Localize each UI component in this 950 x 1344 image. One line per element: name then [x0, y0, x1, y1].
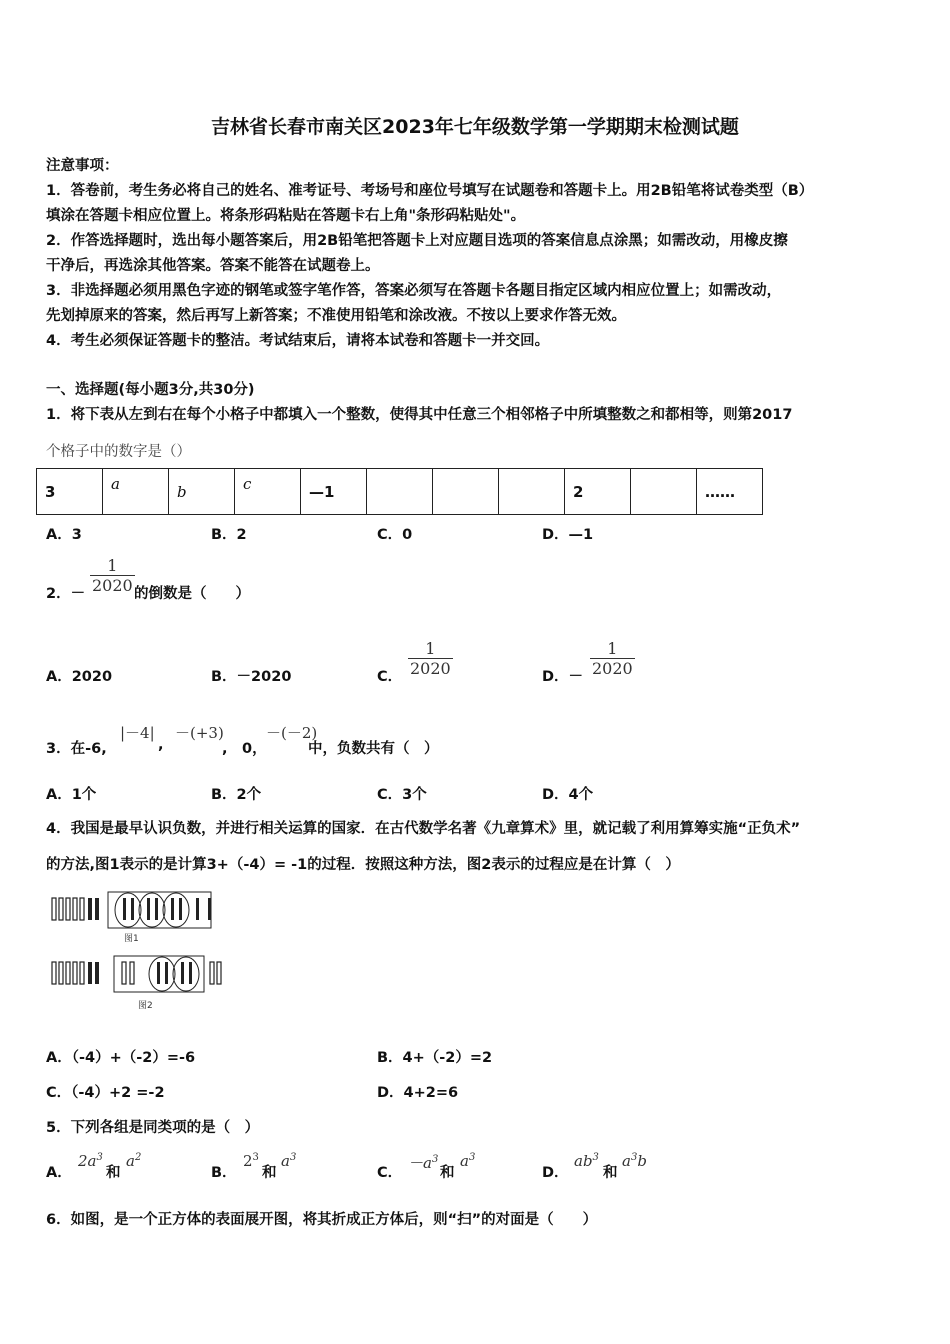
- fig1-circle: [139, 893, 165, 927]
- fig2-circle: [149, 957, 175, 991]
- expression: －(－2): [266, 724, 318, 742]
- expression: －(+3): [175, 724, 224, 742]
- notice-line: 3．非选择题必须用黑色字迹的钢笔或签字笔作答，答案必须写在答题卡各题目指定区域内相应位置上；如需改动，: [46, 283, 782, 299]
- option-b: B．2个: [211, 787, 262, 803]
- section-heading: 一、选择题(每小题3分,共30分): [46, 382, 255, 398]
- figure-1-label: 图1: [124, 934, 139, 944]
- option-b: B．2: [211, 527, 247, 543]
- rods-fig1-black: [88, 898, 99, 920]
- grid-cell: [499, 469, 565, 515]
- notice-line: 4．考生必须保证答题卡的整洁。考试结束后，请将本试卷和答题卡一并交回。: [46, 333, 550, 349]
- term: [408, 1152, 438, 1173]
- rods-fig2-left: [52, 962, 84, 984]
- question-2-suffix: 的倒数是（ ）: [134, 586, 250, 602]
- term-base: ab: [574, 1152, 593, 1170]
- grid-cell: b: [169, 469, 235, 515]
- fraction-denominator: 2020: [92, 576, 133, 595]
- question-3-suffix: 中，负数共有（ ）: [308, 741, 439, 757]
- term-base: a: [281, 1152, 290, 1170]
- term-base: －a: [408, 1154, 432, 1172]
- grid-cell: 2: [565, 469, 631, 515]
- option-c: C．（-4）+2 =-2: [46, 1085, 165, 1101]
- fraction: [590, 639, 635, 678]
- rods-fig2-right: [122, 962, 221, 984]
- question-3-mid: , 0，: [222, 741, 267, 757]
- option-c: C．0: [377, 527, 413, 543]
- option-a: A．3: [46, 527, 82, 543]
- option-a: A．1个: [46, 787, 97, 803]
- exponent: 2: [134, 1152, 142, 1163]
- question-5-stem: 5．下列各组是同类项的是（ ）: [46, 1120, 260, 1136]
- term: [622, 1152, 647, 1170]
- exponent: 3: [289, 1152, 297, 1163]
- notice-line: 2．作答选择题时，选出每小题答案后，用2B铅笔把答题卡上对应题目选项的答案信息点涂黑；如需改动，用橡皮擦: [46, 233, 788, 249]
- fraction-denominator: 2020: [592, 659, 633, 678]
- term-base: a: [126, 1152, 135, 1170]
- fraction: [408, 639, 453, 678]
- exponent: 3: [468, 1152, 476, 1163]
- and-word: 和: [603, 1165, 618, 1181]
- grid-cell: 3: [37, 469, 103, 515]
- option-c: C．: [377, 669, 403, 685]
- and-word: 和: [262, 1165, 277, 1181]
- option-b-label: B．: [211, 1165, 237, 1181]
- exponent: 3: [252, 1152, 259, 1163]
- option-d: D．—1: [542, 527, 594, 543]
- abs-expression: |－4|: [120, 724, 155, 742]
- rods-fig1-inner: [123, 898, 211, 920]
- option-a-label: A．: [46, 1165, 72, 1181]
- page-title: 吉林省长春市南关区2023年七年级数学第一学期期末检测试题: [211, 116, 739, 138]
- term-base: b: [637, 1152, 647, 1170]
- term: [460, 1152, 475, 1170]
- exponent: 3: [592, 1152, 599, 1163]
- grid-cell: c: [235, 469, 301, 515]
- term-base: 2a: [78, 1152, 97, 1170]
- option-d: D．4个: [542, 787, 594, 803]
- question-1-line2: 个格子中的数字是（）: [46, 444, 191, 460]
- option-c-label: C．: [377, 1165, 403, 1181]
- grid-cell: —1: [301, 469, 367, 515]
- term: [574, 1152, 599, 1170]
- grid-cell: [433, 469, 499, 515]
- notice-line: 先划掉原来的答案，然后再写上新答案；不准使用铅笔和涂改液。不按以上要求作答无效。: [46, 308, 626, 324]
- option-b: B．－2020: [211, 669, 292, 685]
- rods-fig2-black: [88, 962, 99, 984]
- rods-fig1-left: [52, 898, 84, 920]
- option-d: D．－: [542, 669, 584, 685]
- fig1-circle: [163, 893, 189, 927]
- and-word: 和: [106, 1165, 121, 1181]
- term: [126, 1152, 141, 1170]
- fraction-numerator: 1: [107, 556, 118, 575]
- option-a: A．2020: [46, 669, 113, 685]
- option-d: D．4+2=6: [377, 1085, 459, 1101]
- exponent: 3: [96, 1152, 103, 1163]
- grid-cell: ……: [697, 469, 763, 515]
- option-b: B．4+（-2）=2: [377, 1050, 493, 1066]
- fraction: [90, 556, 135, 595]
- term-base: a: [622, 1152, 631, 1170]
- exponent: 3: [431, 1154, 439, 1165]
- question-3-prefix: 3．在-6,: [46, 741, 107, 757]
- fig1-circle: [115, 893, 141, 927]
- question-6-stem: 6．如图，是一个正方体的表面展开图，将其折成正方体后，则“扫”的对面是（ ）: [46, 1212, 598, 1228]
- exponent: 3: [630, 1152, 638, 1163]
- fig2-circle: [173, 957, 199, 991]
- notice-line: 1．答卷前，考生务必将自己的姓名、准考证号、考场号和座位号填写在试题卷和答题卡上。用2B铅笔将试卷类型（B）: [46, 183, 814, 199]
- question-2-prefix: 2．－: [46, 586, 86, 602]
- grid-cell: a: [103, 469, 169, 515]
- term-base: 2: [243, 1152, 253, 1170]
- option-a: A．（-4）+（-2）=-6: [46, 1050, 196, 1066]
- term-base: a: [460, 1152, 469, 1170]
- term: [281, 1152, 296, 1170]
- fraction-denominator: 2020: [410, 659, 451, 678]
- grid-cell: [367, 469, 433, 515]
- notice-line: 干净后，再选涂其他答案。答案不能答在试题卷上。: [46, 258, 380, 274]
- option-c: C．3个: [377, 787, 427, 803]
- fraction-numerator: 1: [607, 639, 618, 658]
- question-4-line1: 4．我国是最早认识负数，并进行相关运算的国家．在古代数学名著《九章算术》里，就记载了利用算筹实施“正负术”: [46, 821, 801, 837]
- question-4-line2: 的方法,图1表示的是计算3+（-4）= -1的过程．按照这种方法，图2表示的过程应是在计算（ ）: [46, 857, 680, 873]
- term: [243, 1152, 259, 1170]
- fraction-numerator: 1: [425, 639, 436, 658]
- notice-heading: 注意事项：: [46, 158, 119, 174]
- counting-rods-figure: [46, 886, 236, 1016]
- separator: ,: [158, 737, 164, 753]
- grid-cell: [631, 469, 697, 515]
- figure-2-label: 图2: [138, 1001, 153, 1011]
- notice-line: 填涂在答题卡相应位置上。将条形码粘贴在答题卡右上角"条形码粘贴处"。: [46, 208, 526, 224]
- number-grid: [36, 468, 763, 515]
- option-d-label: D．: [542, 1165, 569, 1181]
- and-word: 和: [440, 1165, 455, 1181]
- question-1-line1: 1．将下表从左到右在每个小格子中都填入一个整数，使得其中任意三个相邻格子中所填整数之和都相等，则第2017: [46, 407, 793, 423]
- term: [78, 1152, 103, 1170]
